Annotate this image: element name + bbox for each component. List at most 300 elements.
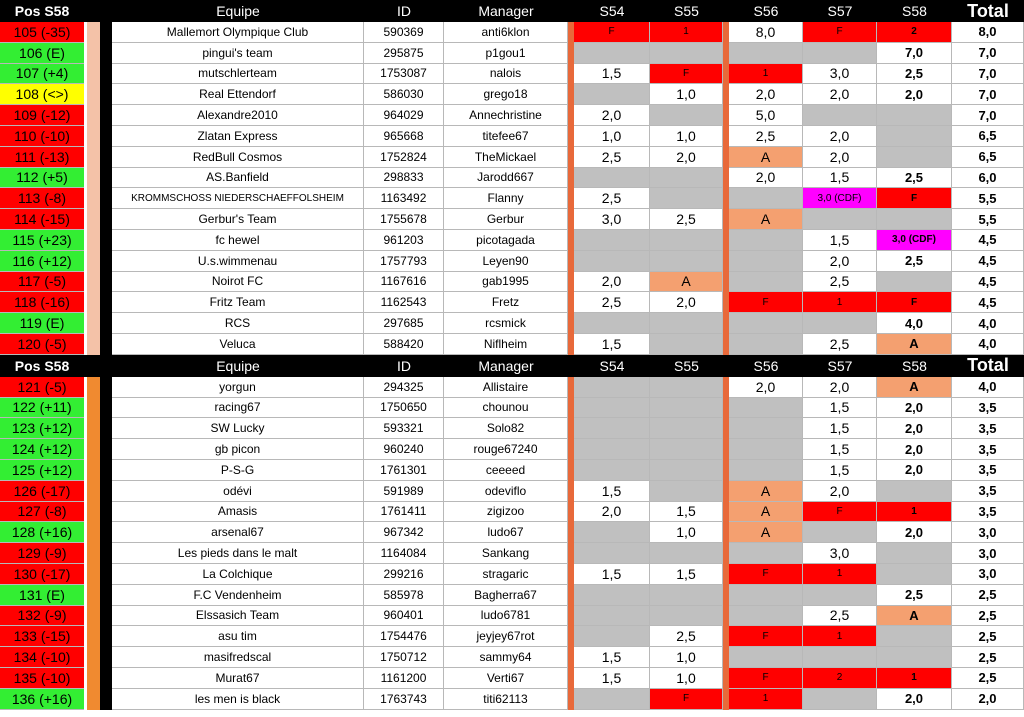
- score-s56-cell: 2,0: [729, 84, 803, 105]
- team-name-cell: RCS: [112, 313, 364, 334]
- position-cell: 116 (+12): [0, 251, 84, 272]
- score-s54-cell: 2,0: [574, 105, 650, 126]
- team-id-cell: 1750712: [364, 647, 444, 668]
- score-s57-cell: 2,5: [803, 334, 877, 355]
- score-s54-cell: [574, 230, 650, 251]
- table-row: [0, 377, 1024, 398]
- manager-cell: Jarodd667: [444, 168, 568, 189]
- score-s58-cell: [877, 105, 952, 126]
- score-s54-cell: [574, 460, 650, 481]
- score-s57-cell: 1: [803, 564, 877, 585]
- position-cell: 130 (-17): [0, 564, 84, 585]
- score-s58-cell: 1: [877, 668, 952, 689]
- row-color-strip: [87, 84, 100, 105]
- team-id-cell: 295875: [364, 43, 444, 64]
- row-color-strip: [87, 647, 100, 668]
- score-s56-cell: A: [729, 481, 803, 502]
- total-cell: 3,5: [952, 481, 1024, 502]
- position-cell: 123 (+12): [0, 418, 84, 439]
- score-s54-cell: F: [574, 22, 650, 43]
- team-name-cell: Real Ettendorf: [112, 84, 364, 105]
- row-divider: [100, 64, 112, 85]
- row-divider: [100, 647, 112, 668]
- score-s55-cell: A: [650, 272, 723, 293]
- score-s58-cell: A: [877, 377, 952, 398]
- team-name-cell: Amasis: [112, 502, 364, 523]
- header-row: [0, 355, 1024, 377]
- score-s57-cell: 2,0: [803, 251, 877, 272]
- position-cell: 135 (-10): [0, 668, 84, 689]
- score-s55-cell: [650, 168, 723, 189]
- score-s58-cell: [877, 647, 952, 668]
- score-s54-cell: [574, 418, 650, 439]
- header-team: Equipe: [216, 357, 260, 374]
- score-s58-cell: A: [877, 606, 952, 627]
- table-row: [0, 689, 1024, 710]
- total-cell: 4,0: [952, 313, 1024, 334]
- total-cell: 4,5: [952, 292, 1024, 313]
- score-s56-cell: 2,0: [729, 168, 803, 189]
- row-divider: [100, 168, 112, 189]
- position-cell: 129 (-9): [0, 543, 84, 564]
- manager-cell: jeyjey67rot: [444, 626, 568, 647]
- score-s55-cell: F: [650, 64, 723, 85]
- team-id-cell: 1763743: [364, 689, 444, 710]
- position-cell: 126 (-17): [0, 481, 84, 502]
- score-s55-cell: [650, 398, 723, 419]
- row-divider: [100, 105, 112, 126]
- team-id-cell: 294325: [364, 377, 444, 398]
- manager-cell: Leyen90: [444, 251, 568, 272]
- total-cell: 2,5: [952, 647, 1024, 668]
- total-cell: 4,0: [952, 334, 1024, 355]
- team-name-cell: Murat67: [112, 668, 364, 689]
- score-s55-cell: 1,0: [650, 126, 723, 147]
- team-name-cell: La Colchique: [112, 564, 364, 585]
- score-s55-cell: 1,5: [650, 564, 723, 585]
- team-id-cell: 586030: [364, 84, 444, 105]
- table-row: [0, 626, 1024, 647]
- total-cell: 5,5: [952, 209, 1024, 230]
- manager-cell: Gerbur: [444, 209, 568, 230]
- team-id-cell: 1761301: [364, 460, 444, 481]
- score-s58-cell: [877, 481, 952, 502]
- score-s57-cell: 1,5: [803, 230, 877, 251]
- manager-cell: Sankang: [444, 543, 568, 564]
- team-id-cell: 1761411: [364, 502, 444, 523]
- team-name-cell: racing67: [112, 398, 364, 419]
- score-s55-cell: [650, 606, 723, 627]
- score-s58-cell: F: [877, 292, 952, 313]
- team-id-cell: 593321: [364, 418, 444, 439]
- team-id-cell: 591989: [364, 481, 444, 502]
- table-row: [0, 147, 1024, 168]
- total-cell: 7,0: [952, 43, 1024, 64]
- score-s57-cell: 2,5: [803, 272, 877, 293]
- team-id-cell: 1753087: [364, 64, 444, 85]
- score-s54-cell: [574, 251, 650, 272]
- position-cell: 108 (<>): [0, 84, 84, 105]
- team-id-cell: 590369: [364, 22, 444, 43]
- score-s58-cell: [877, 543, 952, 564]
- team-id-cell: 297685: [364, 313, 444, 334]
- manager-cell: ceeeed: [444, 460, 568, 481]
- total-cell: 7,0: [952, 105, 1024, 126]
- header-total: Total: [967, 355, 1009, 376]
- team-id-cell: 960240: [364, 439, 444, 460]
- row-color-strip: [87, 585, 100, 606]
- header-s58: S58: [902, 357, 927, 374]
- score-s54-cell: 1,5: [574, 334, 650, 355]
- team-id-cell: 1161200: [364, 668, 444, 689]
- row-color-strip: [87, 689, 100, 710]
- score-s57-cell: F: [803, 502, 877, 523]
- table-row: [0, 251, 1024, 272]
- score-s58-cell: 7,0: [877, 43, 952, 64]
- score-s55-cell: [650, 105, 723, 126]
- score-s56-cell: [729, 606, 803, 627]
- team-name-cell: pingui's team: [112, 43, 364, 64]
- row-divider: [100, 84, 112, 105]
- score-s55-cell: 1,0: [650, 84, 723, 105]
- score-s58-cell: 1: [877, 502, 952, 523]
- row-color-strip: [87, 188, 100, 209]
- position-cell: 127 (-8): [0, 502, 84, 523]
- score-s58-cell: [877, 147, 952, 168]
- score-s55-cell: 2,5: [650, 626, 723, 647]
- position-cell: 131 (E): [0, 585, 84, 606]
- score-s56-cell: [729, 188, 803, 209]
- score-s55-cell: 1,0: [650, 522, 723, 543]
- row-color-strip: [87, 251, 100, 272]
- manager-cell: stragaric: [444, 564, 568, 585]
- score-s55-cell: 1,0: [650, 668, 723, 689]
- team-name-cell: odévi: [112, 481, 364, 502]
- team-name-cell: KROMMSCHOSS NIEDERSCHAEFFOLSHEIM: [112, 188, 364, 209]
- score-s56-cell: [729, 418, 803, 439]
- row-divider: [100, 502, 112, 523]
- score-s55-cell: 2,0: [650, 147, 723, 168]
- row-color-strip: [87, 126, 100, 147]
- score-s54-cell: [574, 313, 650, 334]
- manager-cell: nalois: [444, 64, 568, 85]
- score-s56-cell: F: [729, 564, 803, 585]
- manager-cell: rouge67240: [444, 439, 568, 460]
- row-color-strip: [87, 439, 100, 460]
- row-divider: [100, 460, 112, 481]
- header-s58: S58: [902, 3, 927, 19]
- row-color-strip: [87, 64, 100, 85]
- score-s56-cell: [729, 647, 803, 668]
- position-cell: 113 (-8): [0, 188, 84, 209]
- score-s58-cell: 2,5: [877, 168, 952, 189]
- score-s54-cell: 1,5: [574, 647, 650, 668]
- team-id-cell: 961203: [364, 230, 444, 251]
- score-s56-cell: A: [729, 209, 803, 230]
- team-name-cell: Veluca: [112, 334, 364, 355]
- score-s56-cell: [729, 460, 803, 481]
- score-s56-cell: [729, 251, 803, 272]
- table-row: [0, 334, 1024, 355]
- score-s58-cell: 2,0: [877, 689, 952, 710]
- score-s57-cell: 1,5: [803, 398, 877, 419]
- score-s54-cell: [574, 439, 650, 460]
- score-s57-cell: [803, 689, 877, 710]
- row-color-strip: [87, 668, 100, 689]
- team-id-cell: 1163492: [364, 188, 444, 209]
- header-s55: S55: [674, 357, 699, 374]
- score-s57-cell: [803, 43, 877, 64]
- score-s56-cell: [729, 230, 803, 251]
- score-s56-cell: [729, 398, 803, 419]
- manager-cell: gab1995: [444, 272, 568, 293]
- total-cell: 6,0: [952, 168, 1024, 189]
- score-s56-cell: F: [729, 626, 803, 647]
- score-s55-cell: 1,5: [650, 502, 723, 523]
- manager-cell: anti6klon: [444, 22, 568, 43]
- team-id-cell: 299216: [364, 564, 444, 585]
- score-s57-cell: [803, 585, 877, 606]
- position-cell: 107 (+4): [0, 64, 84, 85]
- team-name-cell: SW Lucky: [112, 418, 364, 439]
- row-color-strip: [87, 168, 100, 189]
- position-cell: 125 (+12): [0, 460, 84, 481]
- row-color-strip: [87, 626, 100, 647]
- score-s55-cell: 1,0: [650, 647, 723, 668]
- score-s55-cell: [650, 230, 723, 251]
- team-id-cell: 585978: [364, 585, 444, 606]
- score-s55-cell: [650, 251, 723, 272]
- score-s55-cell: [650, 585, 723, 606]
- manager-cell: chounou: [444, 398, 568, 419]
- team-name-cell: P-S-G: [112, 460, 364, 481]
- table-row: [0, 126, 1024, 147]
- table-row: [0, 439, 1024, 460]
- score-s57-cell: 2,0: [803, 147, 877, 168]
- row-color-strip: [87, 481, 100, 502]
- position-cell: 120 (-5): [0, 334, 84, 355]
- score-s55-cell: [650, 313, 723, 334]
- score-s56-cell: [729, 334, 803, 355]
- score-s54-cell: [574, 43, 650, 64]
- position-cell: 134 (-10): [0, 647, 84, 668]
- score-s58-cell: 2,5: [877, 585, 952, 606]
- total-cell: 3,5: [952, 439, 1024, 460]
- table-row: [0, 564, 1024, 585]
- position-cell: 114 (-15): [0, 209, 84, 230]
- row-color-strip: [87, 147, 100, 168]
- total-cell: 7,0: [952, 84, 1024, 105]
- score-s54-cell: 2,5: [574, 188, 650, 209]
- manager-cell: rcsmick: [444, 313, 568, 334]
- row-color-strip: [87, 606, 100, 627]
- team-name-cell: asu tim: [112, 626, 364, 647]
- row-divider: [100, 334, 112, 355]
- row-divider: [100, 147, 112, 168]
- score-s56-cell: A: [729, 522, 803, 543]
- team-name-cell: Zlatan Express: [112, 126, 364, 147]
- score-s58-cell: 2,0: [877, 398, 952, 419]
- score-s58-cell: [877, 209, 952, 230]
- row-divider: [100, 230, 112, 251]
- position-cell: 122 (+11): [0, 398, 84, 419]
- position-cell: 115 (+23): [0, 230, 84, 251]
- position-cell: 136 (+16): [0, 689, 84, 710]
- row-divider: [100, 272, 112, 293]
- score-s54-cell: 1,5: [574, 64, 650, 85]
- score-s55-cell: [650, 460, 723, 481]
- position-cell: 124 (+12): [0, 439, 84, 460]
- score-s56-cell: [729, 313, 803, 334]
- row-divider: [100, 439, 112, 460]
- table-row: [0, 313, 1024, 334]
- table-row: [0, 606, 1024, 627]
- team-id-cell: 965668: [364, 126, 444, 147]
- team-name-cell: F.C Vendenheim: [112, 585, 364, 606]
- total-cell: 5,5: [952, 188, 1024, 209]
- row-divider: [100, 398, 112, 419]
- score-s56-cell: 2,5: [729, 126, 803, 147]
- team-name-cell: Alexandre2010: [112, 105, 364, 126]
- row-divider: [100, 377, 112, 398]
- score-s56-cell: 8,0: [729, 22, 803, 43]
- team-id-cell: 1755678: [364, 209, 444, 230]
- score-s58-cell: F: [877, 188, 952, 209]
- position-cell: 117 (-5): [0, 272, 84, 293]
- manager-cell: Solo82: [444, 418, 568, 439]
- team-name-cell: AS.Banfield: [112, 168, 364, 189]
- row-color-strip: [87, 334, 100, 355]
- table-row: [0, 647, 1024, 668]
- team-name-cell: Les pieds dans le malt: [112, 543, 364, 564]
- row-color-strip: [87, 272, 100, 293]
- header-manager: Manager: [478, 357, 534, 374]
- score-s58-cell: A: [877, 334, 952, 355]
- score-s55-cell: [650, 377, 723, 398]
- score-s58-cell: [877, 126, 952, 147]
- position-cell: 105 (-35): [0, 22, 84, 43]
- team-name-cell: Gerbur's Team: [112, 209, 364, 230]
- row-color-strip: [87, 22, 100, 43]
- score-s56-cell: F: [729, 668, 803, 689]
- row-color-strip: [87, 43, 100, 64]
- header-total: Total: [967, 0, 1009, 21]
- team-name-cell: U.s.wimmenau: [112, 251, 364, 272]
- header-s56: S56: [753, 357, 779, 374]
- score-s56-cell: 1: [729, 64, 803, 85]
- score-s57-cell: [803, 647, 877, 668]
- score-s54-cell: 1,5: [574, 564, 650, 585]
- row-color-strip: [87, 105, 100, 126]
- manager-cell: p1gou1: [444, 43, 568, 64]
- team-id-cell: 298833: [364, 168, 444, 189]
- header-s57: S57: [827, 3, 853, 19]
- score-s58-cell: 2,0: [877, 522, 952, 543]
- team-name-cell: yorgun: [112, 377, 364, 398]
- score-s58-cell: 2,0: [877, 84, 952, 105]
- position-cell: 128 (+16): [0, 522, 84, 543]
- total-cell: 3,5: [952, 398, 1024, 419]
- header-s54: S54: [599, 357, 625, 374]
- score-s58-cell: [877, 626, 952, 647]
- score-s57-cell: 1,5: [803, 460, 877, 481]
- manager-cell: ludo6781: [444, 606, 568, 627]
- table-row: [0, 481, 1024, 502]
- row-color-strip: [87, 564, 100, 585]
- score-s56-cell: 2,0: [729, 377, 803, 398]
- row-divider: [100, 543, 112, 564]
- position-cell: 118 (-16): [0, 292, 84, 313]
- header-id: ID: [397, 357, 411, 374]
- row-color-strip: [87, 230, 100, 251]
- score-s54-cell: [574, 168, 650, 189]
- row-color-strip: [87, 292, 100, 313]
- score-s56-cell: A: [729, 147, 803, 168]
- table-row: [0, 230, 1024, 251]
- score-s56-cell: F: [729, 292, 803, 313]
- team-name-cell: fc hewel: [112, 230, 364, 251]
- row-divider: [100, 481, 112, 502]
- score-s57-cell: 1: [803, 626, 877, 647]
- total-cell: 3,0: [952, 543, 1024, 564]
- manager-cell: titi62113: [444, 689, 568, 710]
- total-cell: 3,5: [952, 460, 1024, 481]
- manager-cell: Allistaire: [444, 377, 568, 398]
- row-divider: [100, 585, 112, 606]
- score-s57-cell: 1: [803, 292, 877, 313]
- row-color-strip: [87, 522, 100, 543]
- position-cell: 133 (-15): [0, 626, 84, 647]
- position-cell: 132 (-9): [0, 606, 84, 627]
- total-cell: 2,5: [952, 606, 1024, 627]
- table-row: [0, 543, 1024, 564]
- manager-cell: Bagherra67: [444, 585, 568, 606]
- row-color-strip: [87, 313, 100, 334]
- total-cell: 7,0: [952, 64, 1024, 85]
- score-s58-cell: 2,0: [877, 418, 952, 439]
- score-s55-cell: 2,5: [650, 209, 723, 230]
- score-s54-cell: [574, 689, 650, 710]
- header-s56: S56: [753, 3, 779, 19]
- manager-cell: sammy64: [444, 647, 568, 668]
- manager-cell: Verti67: [444, 668, 568, 689]
- row-divider: [100, 43, 112, 64]
- header-row: [0, 0, 1024, 22]
- header-pos: Pos S58: [14, 3, 70, 19]
- score-s55-cell: [650, 334, 723, 355]
- score-s54-cell: 1,0: [574, 126, 650, 147]
- score-s55-cell: [650, 439, 723, 460]
- score-s54-cell: 2,0: [574, 502, 650, 523]
- table-row: [0, 209, 1024, 230]
- score-s55-cell: [650, 481, 723, 502]
- score-s55-cell: 2,0: [650, 292, 723, 313]
- manager-cell: Annechristine: [444, 105, 568, 126]
- table-row: [0, 188, 1024, 209]
- header-pos: Pos S58: [14, 357, 70, 374]
- score-s55-cell: [650, 418, 723, 439]
- score-s54-cell: 3,0: [574, 209, 650, 230]
- score-s54-cell: 1,5: [574, 481, 650, 502]
- score-s57-cell: [803, 105, 877, 126]
- team-name-cell: masifredscal: [112, 647, 364, 668]
- table-row: [0, 398, 1024, 419]
- manager-cell: picotagada: [444, 230, 568, 251]
- score-s54-cell: [574, 585, 650, 606]
- score-s56-cell: [729, 439, 803, 460]
- score-s58-cell: 3,0 (CDF): [877, 230, 952, 251]
- score-s54-cell: [574, 84, 650, 105]
